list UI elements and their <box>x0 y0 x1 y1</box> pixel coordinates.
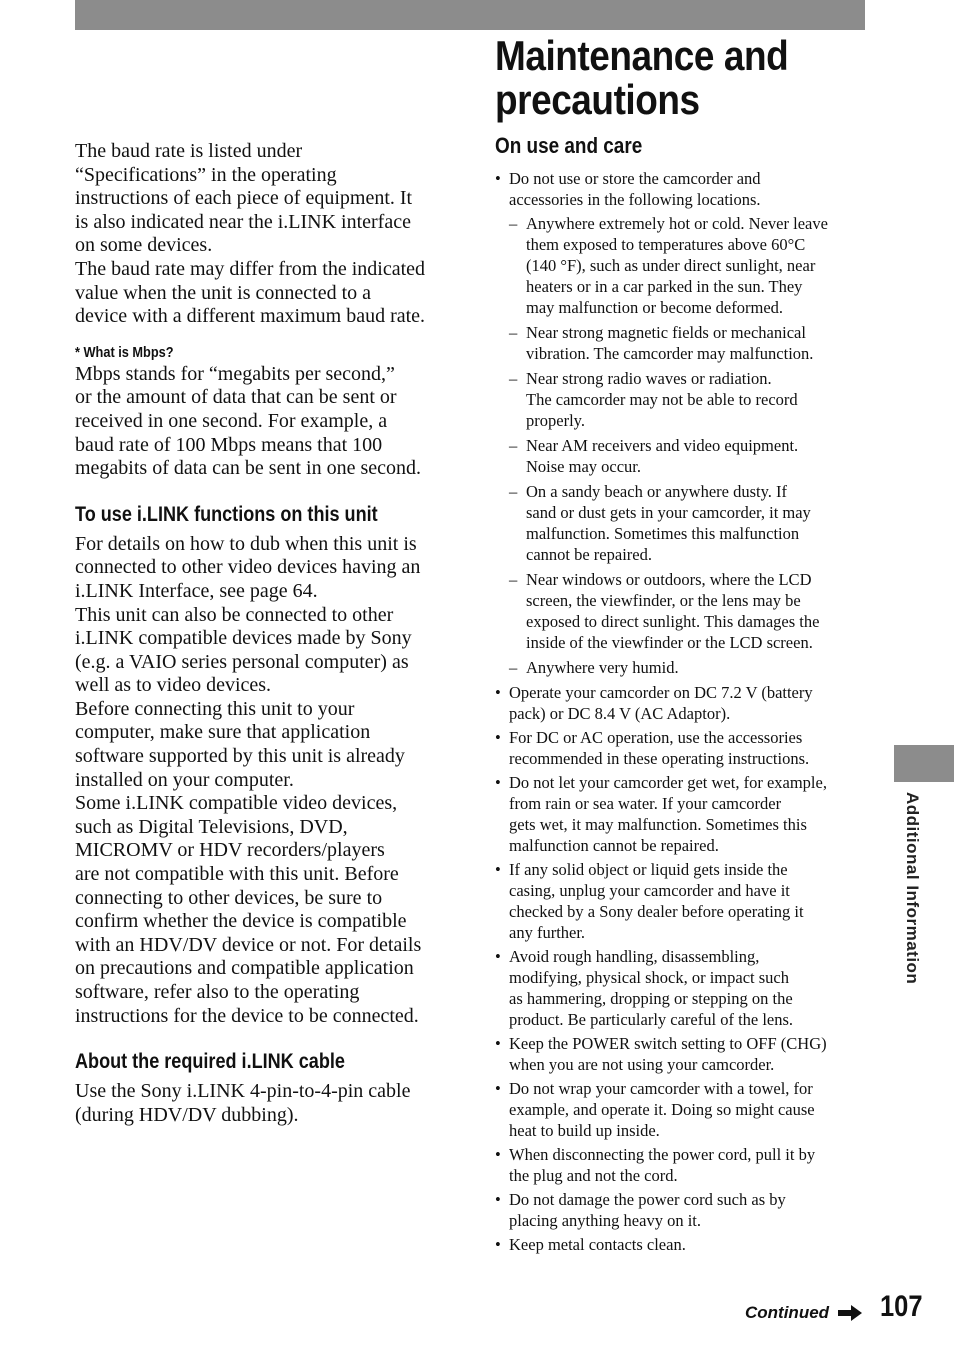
use-and-care-heading: On use and care <box>495 133 643 158</box>
precaution-item <box>495 727 865 769</box>
ilink-functions-paragraph: For details on how to dub when this unit is connected to other video devices having an i.LINK Interface, see page 64. This unit can also be connected to other i.LINK compatible devices made by Sony (e.g. a VAIO series personal computer) as well as to video devices. Before connecting this unit to your computer, make sure that application software supported by this unit is already installed on your computer. Some i.LINK compatible video devices, such as Digital Televisions, DVD, MICROMV or HDV recorders/players are not compatible with this unit. Before connecting to other devices, be sure to confirm whether the device is compatible with an HDV/DV device or not. For details on precautions and compatible application software, refer also to the operating instructions for the device to be connected. <box>75 532 422 1027</box>
location-text: Near AM receivers and video equipment. Noise may occur. <box>526 436 799 476</box>
bullet-mark: • <box>495 773 501 792</box>
precaution-item <box>495 682 865 724</box>
dash-mark: – <box>509 214 518 233</box>
location-sublist <box>509 213 865 678</box>
precaution-text: For DC or AC operation, use the accessories recommended in these operating instructions. <box>509 728 810 768</box>
dash-mark: – <box>509 482 518 501</box>
continued-label: Continued <box>745 1303 830 1322</box>
bullet-mark: • <box>495 1079 501 1098</box>
bullet-mark: • <box>495 1235 501 1254</box>
dash-mark: – <box>509 323 518 342</box>
precaution-text: Avoid rough handling, disassembling, modifying, physical shock, or impact such as hammering, dropping or stepping on the product. Be particularly careful of the lens. <box>509 947 794 1029</box>
note-heading: * What is Mbps? <box>75 344 174 361</box>
precaution-item <box>495 1078 865 1141</box>
header-bar <box>75 0 865 30</box>
location-item <box>509 368 865 431</box>
precaution-text: Do not use or store the camcorder and accessories in the following locations. <box>509 169 761 209</box>
bullet-mark: • <box>495 947 501 966</box>
note-paragraph: Mbps stands for “megabits per second,” or the amount of data that can be sent or received in one second. For example, a baud rate of 100 Mbps means that 100 megabits of data can be sent in one second. <box>75 362 421 480</box>
left-column <box>75 140 450 1127</box>
dash-mark: – <box>509 369 518 388</box>
precaution-text: Do not damage the power cord such as by placing anything heavy on it. <box>509 1190 786 1230</box>
dash-mark: – <box>509 570 518 589</box>
precaution-text: Keep metal contacts clean. <box>509 1235 686 1254</box>
precaution-item <box>495 1189 865 1231</box>
location-item <box>509 213 865 318</box>
location-text: Near windows or outdoors, where the LCD screen, the viewfinder, or the lens may be exposed to direct sunlight. This damages the inside of the viewfinder or the LCD screen. <box>526 570 820 652</box>
section-heading-ilink-cable: About the required i.LINK cable <box>75 1050 345 1074</box>
bullet-mark: • <box>495 1145 501 1164</box>
bullet-mark: • <box>495 728 501 747</box>
precaution-item <box>495 946 865 1030</box>
precaution-text: Operate your camcorder on DC 7.2 V (battery pack) or DC 8.4 V (AC Adaptor). <box>509 683 813 723</box>
location-text: Anywhere extremely hot or cold. Never leave them exposed to temperatures above 60°C (140 °F), such as under direct sunlight, near heaters or in a car parked in the sun. They may malfunction or become deformed. <box>526 214 828 317</box>
intro-paragraph: The baud rate is listed under “Specifications” in the operating instructions of each piece of equipment. It is also indicated near the i.LINK interface on some devices. The baud rate may differ from the indicated value when the unit is connected to a device with a different maximum baud rate. <box>75 140 426 328</box>
location-item <box>509 657 865 678</box>
precaution-text: Keep the POWER switch setting to OFF (CHG) when you are not using your camcorder. <box>509 1034 827 1074</box>
section-heading-ilink-functions: To use i.LINK functions on this unit <box>75 502 378 526</box>
location-text: On a sandy beach or anywhere dusty. If sand or dust gets in your camcorder, it may malfunction. Sometimes this malfunction cannot be repaired. <box>526 482 811 564</box>
location-item <box>509 569 865 653</box>
location-text: Anywhere very humid. <box>526 658 679 677</box>
bullet-mark: • <box>495 860 501 879</box>
location-text: Near strong radio waves or radiation. The camcorder may not be able to record properly. <box>526 369 798 430</box>
dash-mark: – <box>509 658 518 677</box>
page-number: 107 <box>880 1290 923 1323</box>
location-item <box>509 435 865 477</box>
bullet-mark: • <box>495 1190 501 1209</box>
ilink-cable-paragraph: Use the Sony i.LINK 4-pin-to-4-pin cable (during HDV/DV dubbing). <box>75 1080 411 1126</box>
precaution-text: Do not let your camcorder get wet, for example, from rain or sea water. If your camcorder gets wet, it may malfunction. Sometimes this malfunction cannot be repaired. <box>509 773 827 855</box>
precaution-item <box>495 772 865 856</box>
precaution-item <box>495 1033 865 1075</box>
right-arrow-icon <box>838 1305 862 1321</box>
dash-mark: – <box>509 436 518 455</box>
precautions-list <box>495 168 865 1255</box>
location-item <box>509 481 865 565</box>
precaution-item <box>495 1234 865 1255</box>
section-tab <box>894 745 954 782</box>
bullet-mark: • <box>495 169 501 188</box>
precaution-item <box>495 1144 865 1186</box>
location-text: Near strong magnetic fields or mechanical vibration. The camcorder may malfunction. <box>526 323 814 363</box>
precaution-item <box>495 168 865 678</box>
section-side-label: Additional Information <box>903 792 922 985</box>
bullet-mark: • <box>495 1034 501 1053</box>
bullet-mark: • <box>495 683 501 702</box>
precaution-text: If any solid object or liquid gets inside the casing, unplug your camcorder and have it checked by a Sony dealer before operating it any further. <box>509 860 804 942</box>
precaution-text: Do not wrap your camcorder with a towel, for example, and operate it. Doing so might cause heat to build up inside. <box>509 1079 815 1140</box>
right-column <box>495 133 865 1258</box>
page-title: Maintenance and precautions <box>495 32 789 123</box>
precaution-text: When disconnecting the power cord, pull it by the plug and not the cord. <box>509 1145 816 1185</box>
location-item <box>509 322 865 364</box>
precaution-item <box>495 859 865 943</box>
